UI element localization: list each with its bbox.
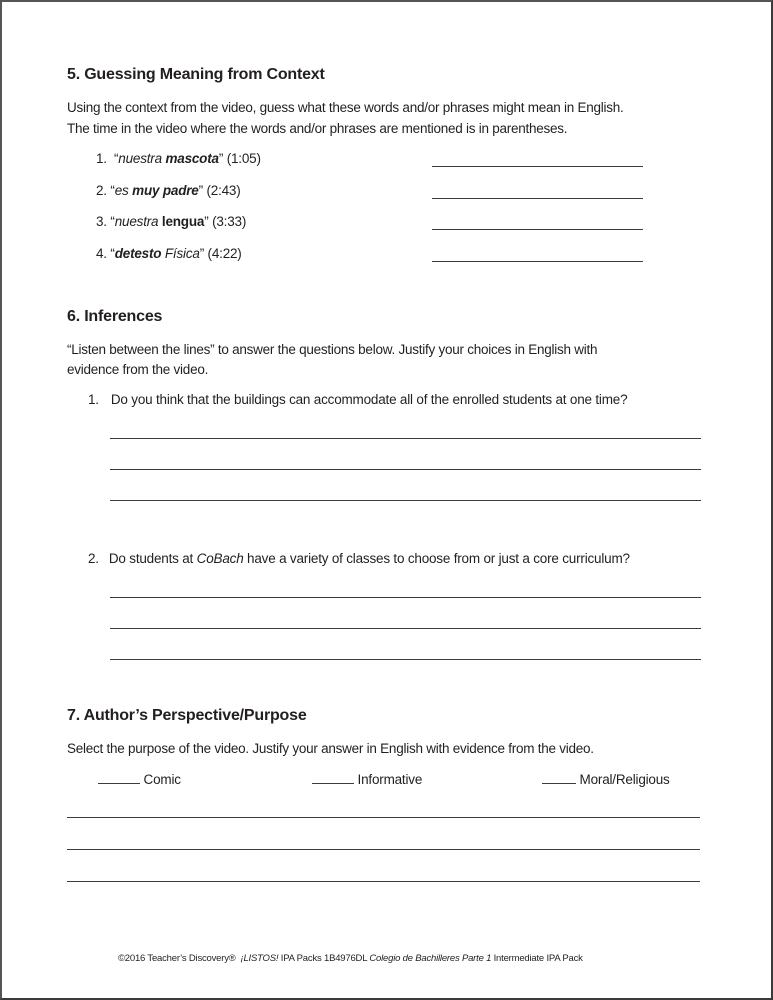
timestamp: (1:05)	[223, 151, 261, 166]
open-quote: “	[110, 214, 115, 229]
school-name: CoBach	[196, 551, 244, 566]
question-number: 2.	[88, 551, 99, 566]
copyright: ©2016 Teacher’s Discovery®	[118, 953, 236, 964]
phrase-part: nuestra	[118, 151, 166, 166]
vocab-item-2	[96, 183, 241, 198]
option-informative[interactable]	[312, 771, 422, 787]
open-quote: “	[110, 246, 115, 261]
section-6-instructions-line2: evidence from the video.	[67, 362, 209, 377]
close-quote: ”	[218, 151, 224, 166]
section-5-heading: 5. Guessing Meaning from Context	[67, 66, 325, 83]
item-number: 2.	[96, 183, 107, 198]
vocab-item-1	[96, 151, 261, 166]
option-blank[interactable]	[312, 771, 354, 784]
series-name: ¡LISTOS!	[240, 953, 279, 964]
phrase-part: es	[114, 183, 133, 198]
option-label: Moral/Religious	[576, 772, 670, 787]
section-7-heading: 7. Author’s Perspective/Purpose	[67, 707, 307, 724]
vocab-item-4	[96, 246, 242, 261]
question-2	[88, 551, 630, 566]
answer-line-1[interactable]	[432, 166, 643, 167]
pack-title: Colegio de Bachilleres Parte 1	[369, 953, 492, 964]
question-2-answer-line-3[interactable]	[110, 659, 701, 660]
series-info: IPA Packs 1B4976DL	[278, 953, 370, 964]
open-quote: “	[110, 183, 115, 198]
phrase-key-word: lengua	[161, 214, 205, 229]
question-2-answer-line-1[interactable]	[110, 597, 701, 598]
item-number: 4.	[96, 246, 107, 261]
question-1	[88, 392, 627, 407]
question-1-answer-line-2[interactable]	[110, 469, 701, 470]
phrase-part: Física	[161, 246, 200, 261]
answer-line-3[interactable]	[432, 229, 643, 230]
answer-line-2[interactable]	[432, 198, 643, 199]
option-blank[interactable]	[98, 771, 140, 784]
open-quote: “	[113, 151, 119, 166]
question-text: have a variety of classes to choose from or just a core curriculum?	[243, 551, 630, 566]
item-number: 3.	[96, 214, 107, 229]
footer	[118, 953, 583, 964]
question-number: 1.	[88, 392, 99, 407]
section-6-heading: 6. Inferences	[67, 308, 163, 325]
close-quote: ”	[204, 214, 209, 229]
option-moral-religious[interactable]	[542, 771, 670, 787]
question-text: Do you think that the buildings can accommodate all of the enrolled students at one time?	[110, 392, 628, 407]
vocab-item-3	[96, 214, 246, 229]
timestamp: (4:22)	[203, 246, 242, 261]
answer-line-4[interactable]	[432, 261, 643, 262]
justification-line-2[interactable]	[67, 849, 700, 850]
phrase-part: nuestra	[114, 214, 162, 229]
option-label: Comic	[140, 772, 181, 787]
section-7-instructions: Select the purpose of the video. Justify your answer in English with evidence from the video.	[67, 741, 594, 756]
phrase-key-word: muy padre	[132, 183, 199, 198]
timestamp: (3:33)	[208, 214, 247, 229]
option-blank[interactable]	[542, 771, 576, 784]
close-quote: ”	[198, 183, 203, 198]
question-text: Do students at	[108, 551, 197, 566]
section-5-instructions-line1: Using the context from the video, guess what these words and/or phrases might mean in English.	[67, 100, 624, 115]
question-1-answer-line-1[interactable]	[110, 438, 701, 439]
close-quote: ”	[199, 246, 204, 261]
option-comic[interactable]	[98, 771, 181, 787]
section-5-instructions-line2: The time in the video where the words and/or phrases are mentioned is in parentheses.	[67, 121, 568, 136]
timestamp: (2:43)	[202, 183, 241, 198]
option-label: Informative	[354, 772, 423, 787]
phrase-key-word: detesto	[114, 246, 162, 261]
item-number: 1.	[96, 151, 107, 166]
section-6-instructions-line1: “Listen between the lines” to answer the questions below. Justify your choices in English with	[67, 342, 598, 357]
phrase-key-word: mascota	[165, 151, 219, 166]
pack-level: Intermediate IPA Pack	[491, 953, 583, 964]
justification-line-1[interactable]	[67, 817, 700, 818]
question-2-answer-line-2[interactable]	[110, 628, 701, 629]
question-1-answer-line-3[interactable]	[110, 500, 701, 501]
justification-line-3[interactable]	[67, 881, 700, 882]
